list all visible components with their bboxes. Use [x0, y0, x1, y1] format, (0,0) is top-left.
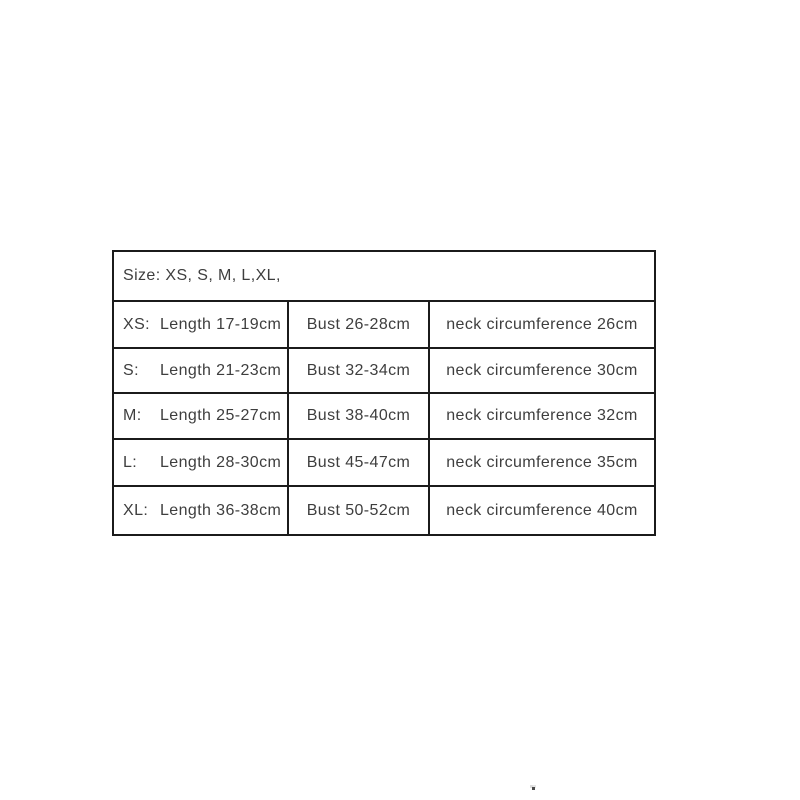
neck-value: neck circumference 26cm [446, 315, 638, 333]
table-row [114, 349, 654, 394]
table-row [114, 394, 654, 440]
neck-value: neck circumference 35cm [446, 453, 638, 471]
size-chart-table [112, 250, 656, 536]
bust-cell [289, 394, 430, 438]
length-value: Length 28-30cm [160, 453, 282, 471]
bust-cell [289, 302, 430, 347]
bust-value: Bust 38-40cm [306, 407, 411, 424]
table-row [114, 302, 654, 349]
size-label: XL: [123, 501, 149, 519]
table-row [114, 440, 654, 487]
neck-value: neck circumference 32cm [446, 407, 638, 424]
size-label: XS: [123, 315, 150, 333]
length-cell [114, 349, 289, 392]
size-label: M: [123, 407, 142, 424]
length-cell [114, 394, 289, 438]
bust-cell [289, 487, 430, 534]
length-value: Length 25-27cm [160, 407, 282, 424]
neck-cell [430, 487, 654, 534]
table-row [114, 487, 654, 534]
neck-value: neck circumference 40cm [446, 501, 638, 519]
bust-value: Bust 50-52cm [306, 501, 411, 519]
neck-cell [430, 394, 654, 438]
neck-cell [430, 349, 654, 392]
size-label: L: [123, 453, 138, 471]
length-value: Length 36-38cm [160, 501, 282, 519]
neck-cell [430, 302, 654, 347]
bust-cell [289, 349, 430, 392]
image-artifact-dot [532, 787, 535, 790]
size-chart-header-row [114, 252, 654, 302]
length-cell [114, 302, 289, 347]
bust-value: Bust 26-28cm [306, 315, 411, 333]
neck-cell [430, 440, 654, 485]
length-value: Length 21-23cm [160, 361, 282, 379]
length-value: Length 17-19cm [160, 315, 282, 333]
bust-value: Bust 32-34cm [306, 361, 411, 379]
neck-value: neck circumference 30cm [446, 361, 638, 379]
bust-cell [289, 440, 430, 485]
length-cell [114, 487, 289, 534]
size-chart-title: Size: XS, S, M, L,XL, [123, 267, 281, 284]
size-label: S: [123, 361, 139, 379]
length-cell [114, 440, 289, 485]
bust-value: Bust 45-47cm [306, 453, 411, 471]
